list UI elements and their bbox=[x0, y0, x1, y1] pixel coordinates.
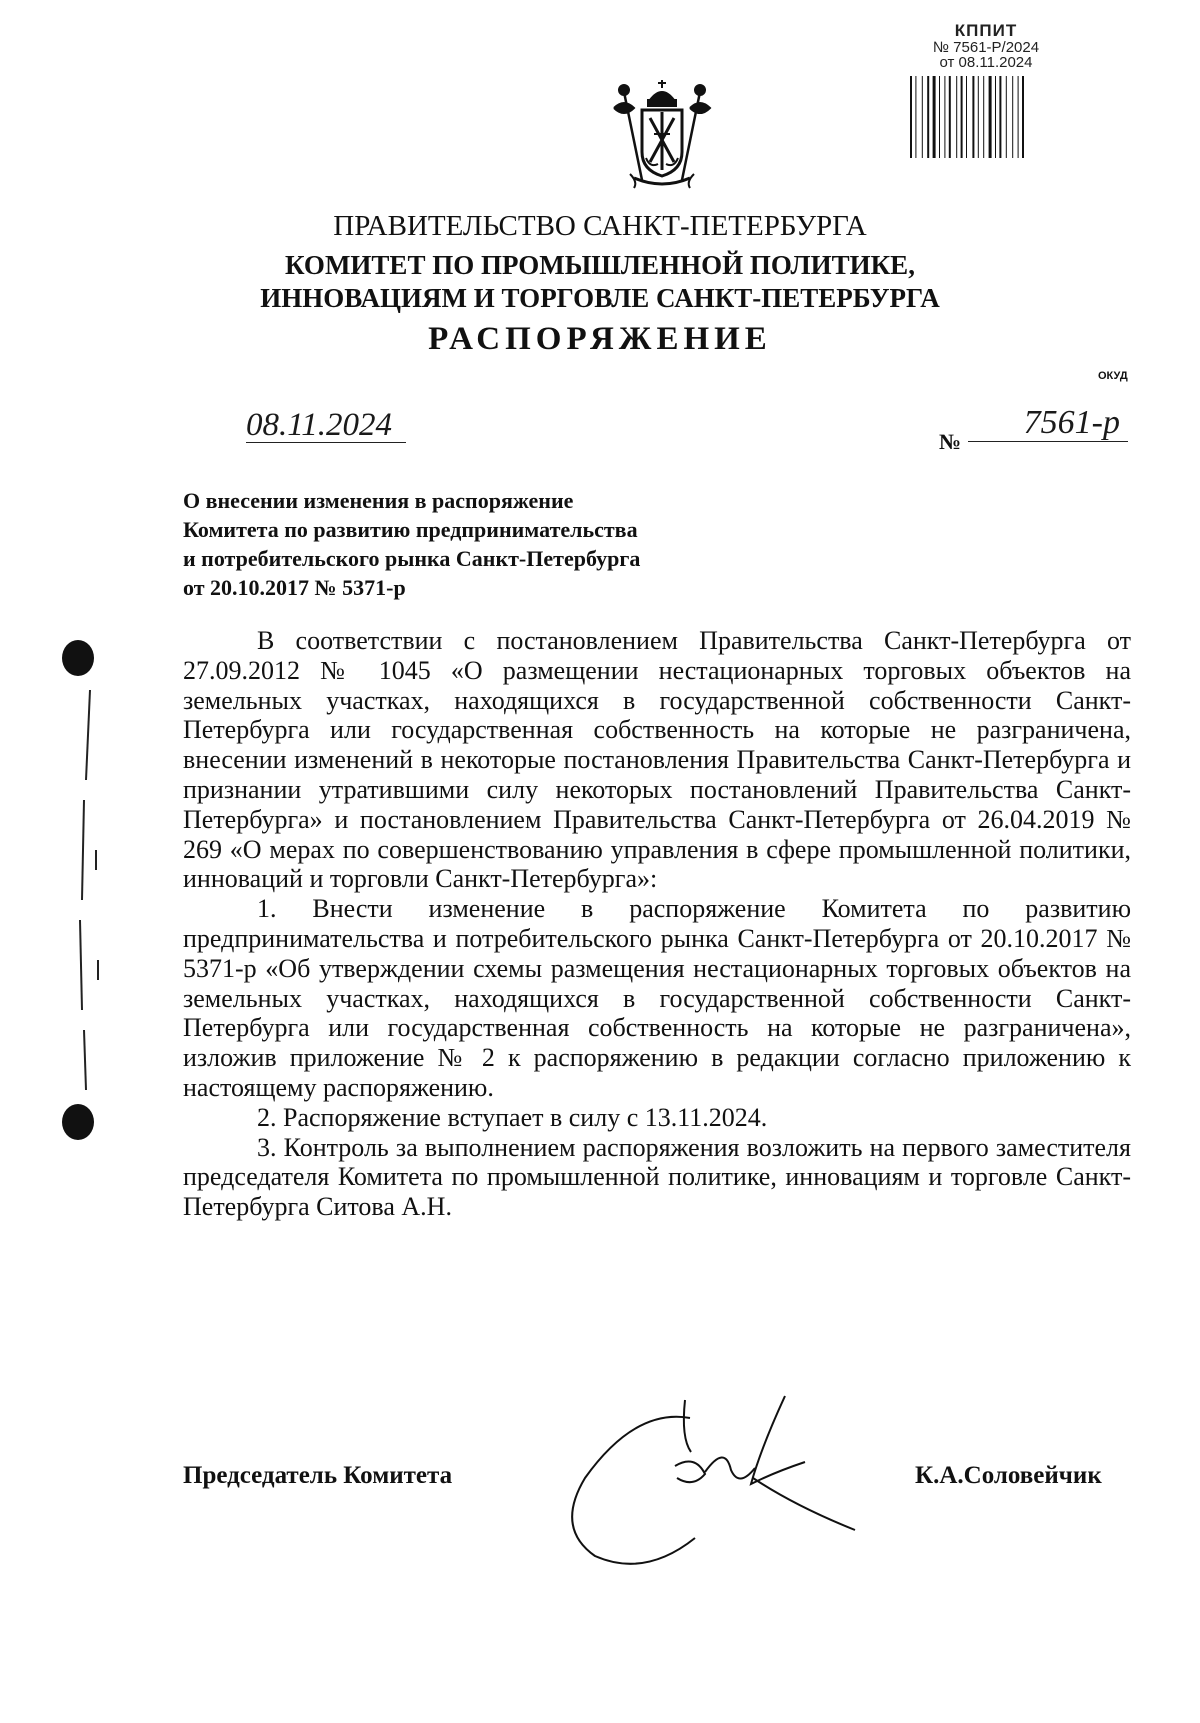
barcode-bar bbox=[927, 76, 929, 158]
document-type: РАСПОРЯЖЕНИЕ bbox=[428, 321, 772, 357]
stamp-date: от 08.11.2024 bbox=[939, 54, 1033, 71]
committee-name-line2: ИННОВАЦИЯМ И ТОРГОВЛЕ САНКТ-ПЕТЕРБУРГА bbox=[260, 283, 940, 313]
signer-title: Председатель Комитета bbox=[183, 1462, 453, 1489]
stamp-number: № 7561-Р/2024 bbox=[932, 39, 1040, 56]
committee-name-line1: КОМИТЕТ ПО ПРОМЫШЛЕННОЙ ПОЛИТИКЕ, bbox=[285, 250, 915, 280]
government-title: ПРАВИТЕЛЬСТВО САНКТ-ПЕТЕРБУРГА bbox=[333, 210, 867, 242]
subject-line: и потребительского рынка Санкт-Петербурга bbox=[183, 546, 641, 571]
okud-label: ОКУД bbox=[1098, 370, 1128, 382]
coat-of-arms-emblem bbox=[610, 78, 714, 190]
barcode-bar bbox=[922, 76, 923, 158]
binding-marks bbox=[60, 640, 110, 1140]
subject-line: от 20.10.2017 № 5371-р bbox=[183, 575, 406, 600]
registration-stamp bbox=[908, 22, 1064, 163]
barcode-bar bbox=[972, 76, 974, 158]
barcode-bar bbox=[949, 76, 951, 158]
barcode-bar bbox=[999, 76, 1001, 158]
barcode-bar bbox=[1006, 76, 1007, 158]
document-body bbox=[183, 626, 1131, 1222]
barcode-bar bbox=[966, 76, 967, 158]
barcode-bar bbox=[939, 76, 940, 158]
barcode-bar bbox=[989, 76, 992, 158]
barcode-bar bbox=[1012, 76, 1013, 158]
barcode-bar bbox=[944, 76, 945, 158]
barcode-bar bbox=[961, 76, 963, 158]
handwritten-number: 7561-р bbox=[968, 405, 1128, 442]
item-1-paragraph: 1. Внести изменение в распоряжение Комитета по развитию предпринимательства и потребительского рынка Санкт-Петербурга от 20.10.2017 № 5371-р «Об утверждении схемы размещения нестационарных торговых объектов на земельных участках, находящихся в государственной собственности Санкт-Петербурга или государственная собственность на которые не разграничена», изложив приложение № 2 к распоряжению в редакции согласно приложению к настоящему распоряжению. bbox=[183, 894, 1131, 1102]
barcode-bar bbox=[915, 76, 916, 158]
stamp-title: КППИТ bbox=[954, 21, 1018, 40]
handwritten-date: 08.11.2024 bbox=[246, 408, 406, 443]
preamble-paragraph: В соответствии с постановлением Правительства Санкт-Петербурга от 27.09.2012 № 1045 «О размещении нестационарных торговых объектов на земельных участках, находящихся в государственной собственности Санкт-Петербурга или государственная собственность на которые не разграничена, внесении изменений в некоторые постановления Правительства Санкт-Петербурга и признании утратившими силу некоторых постановлений Правительства Санкт-Петербурга» и постановлением Правительства Санкт-Петербурга от 26.04.2019 № 269 «О мерах по совершенствованию управления в сфере промышленной политики, инноваций и торговли Санкт-Петербурга»: bbox=[183, 626, 1131, 894]
barcode-bar bbox=[910, 76, 912, 158]
barcode-bar bbox=[933, 76, 936, 158]
barcode-bar bbox=[983, 76, 984, 158]
barcode-bar bbox=[995, 76, 996, 158]
subject-line: Комитета по развитию предпринимательства bbox=[183, 517, 638, 542]
number-sign: № bbox=[939, 429, 962, 454]
item-2-paragraph: 2. Распоряжение вступает в силу с 13.11.2024. bbox=[257, 1102, 768, 1132]
barcode-bar bbox=[956, 76, 957, 158]
barcode-bar bbox=[1018, 76, 1019, 158]
barcode-bar bbox=[978, 76, 979, 158]
handwritten-signature bbox=[555, 1388, 865, 1573]
barcode bbox=[908, 76, 1064, 158]
item-3-paragraph: 3. Контроль за выполнением распоряжения возложить на первого заместителя председателя Комитета по промышленной политике, инновациям и торговле Санкт-Петербурга Ситова А.Н. bbox=[183, 1132, 1131, 1222]
subject-line: О внесении изменения в распоряжение bbox=[183, 488, 574, 513]
signer-name: К.А.Соловейчик bbox=[915, 1462, 1102, 1489]
document-subject bbox=[183, 486, 640, 602]
barcode-bar bbox=[1022, 76, 1024, 158]
